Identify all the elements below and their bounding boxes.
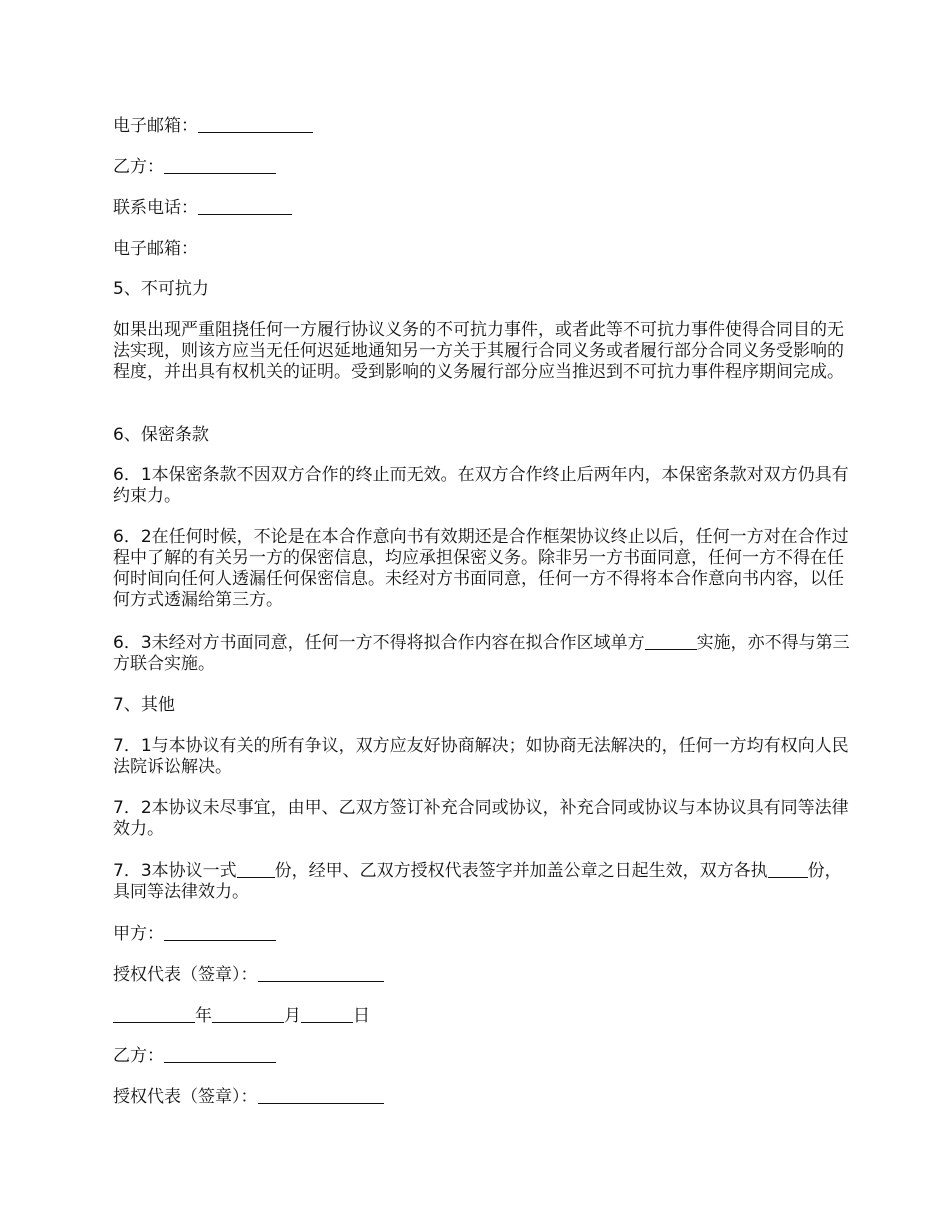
email-a-label: 电子邮箱： bbox=[113, 116, 198, 136]
rep-a-line bbox=[113, 965, 853, 986]
rep-a-label: 授权代表（签章）： bbox=[113, 965, 258, 985]
clause-7-3-pre: 7．3本协议一式 bbox=[113, 861, 237, 881]
clause-6-3 bbox=[113, 633, 853, 675]
party-a-sign-label: 甲方： bbox=[113, 924, 164, 944]
clause-6-1: 6．1本保密条款不因双方合作的终止而无效。在双方合作终止后两年内，本保密条款对双方仍具有约束力。 bbox=[113, 465, 849, 506]
party-a-sign-blank[interactable] bbox=[164, 924, 276, 941]
clause-7-2: 7．2本协议未尽事宜，由甲、乙双方签订补充合同或协议，补充合同或协议与本协议具有同等法律效力。 bbox=[113, 798, 849, 839]
section-5-body: 如果出现严重阻挠任何一方履行协议义务的不可抗力事件，或者此等不可抗力事件使得合同目的无法实现，则该方应当无任何迟延地通知另一方关于其履行合同义务或者履行部分合同义务受影响的程度，并出具有权机关的证明。受到影响的义务履行部分应当推迟到不可抗力事件程序期间完成。 bbox=[113, 320, 844, 382]
date-line bbox=[113, 1006, 853, 1027]
section-6-title: 6、保密条款 bbox=[113, 425, 209, 445]
email-a-line bbox=[113, 116, 853, 137]
day-label: 日 bbox=[353, 1006, 370, 1026]
section-7-title: 7、其他 bbox=[113, 695, 175, 715]
party-b-blank[interactable] bbox=[164, 157, 276, 174]
email-b-line: 电子邮箱： bbox=[113, 239, 198, 259]
party-a-sign-line bbox=[113, 924, 853, 945]
clause-6-2: 6．2在任何时候，不论是在本合作意向书有效期还是合作框架协议终止以后，任何一方对在合作过程中了解的有关另一方的保密信息，均应承担保密义务。除非另一方书面同意，任何一方不得在任何时间向任何人透漏任何保密信息。未经对方书面同意，任何一方不得将本合作意向书内容，以任何方式透漏给第三方。 bbox=[113, 527, 849, 610]
clause-6-3-pre: 6．3未经对方书面同意，任何一方不得将拟合作内容在拟合作区域单方 bbox=[113, 633, 645, 653]
rep-a-blank[interactable] bbox=[258, 965, 384, 982]
party-b-sign-line bbox=[113, 1046, 853, 1067]
section-5-title: 5、不可抗力 bbox=[113, 279, 209, 299]
month-blank[interactable] bbox=[212, 1006, 284, 1023]
year-blank[interactable] bbox=[113, 1006, 195, 1023]
copies-each-blank[interactable] bbox=[768, 861, 808, 878]
year-label: 年 bbox=[195, 1006, 212, 1026]
clause-7-3-mid: 份，经甲、乙双方授权代表签字并加盖公章之日起生效，双方各执 bbox=[274, 861, 768, 881]
party-b-sign-blank[interactable] bbox=[164, 1046, 276, 1063]
rep-b-blank[interactable] bbox=[258, 1087, 384, 1104]
email-a-blank[interactable] bbox=[198, 116, 313, 133]
day-blank[interactable] bbox=[301, 1006, 353, 1023]
clause-7-3 bbox=[113, 861, 853, 903]
party-b-line bbox=[113, 157, 853, 178]
clause-7-1: 7．1与本协议有关的所有争议，双方应友好协商解决；如协商无法解决的，任何一方均有权向人民法院诉讼解决。 bbox=[113, 736, 849, 777]
phone-label: 联系电话： bbox=[113, 198, 198, 218]
party-b-label: 乙方： bbox=[113, 157, 164, 177]
clause-6-3-blank[interactable] bbox=[645, 633, 697, 650]
party-b-sign-label: 乙方： bbox=[113, 1046, 164, 1066]
phone-blank[interactable] bbox=[198, 198, 292, 215]
copies-total-blank[interactable] bbox=[237, 861, 275, 878]
month-label: 月 bbox=[284, 1006, 301, 1026]
rep-b-label: 授权代表（签章）： bbox=[113, 1087, 258, 1107]
phone-line bbox=[113, 198, 853, 219]
clause-7-3-post: 份，具同等法律效力。 bbox=[113, 861, 842, 902]
clause-6-3-post: 实施，亦不得与第三方联合实施。 bbox=[113, 633, 850, 674]
rep-b-line bbox=[113, 1087, 853, 1108]
